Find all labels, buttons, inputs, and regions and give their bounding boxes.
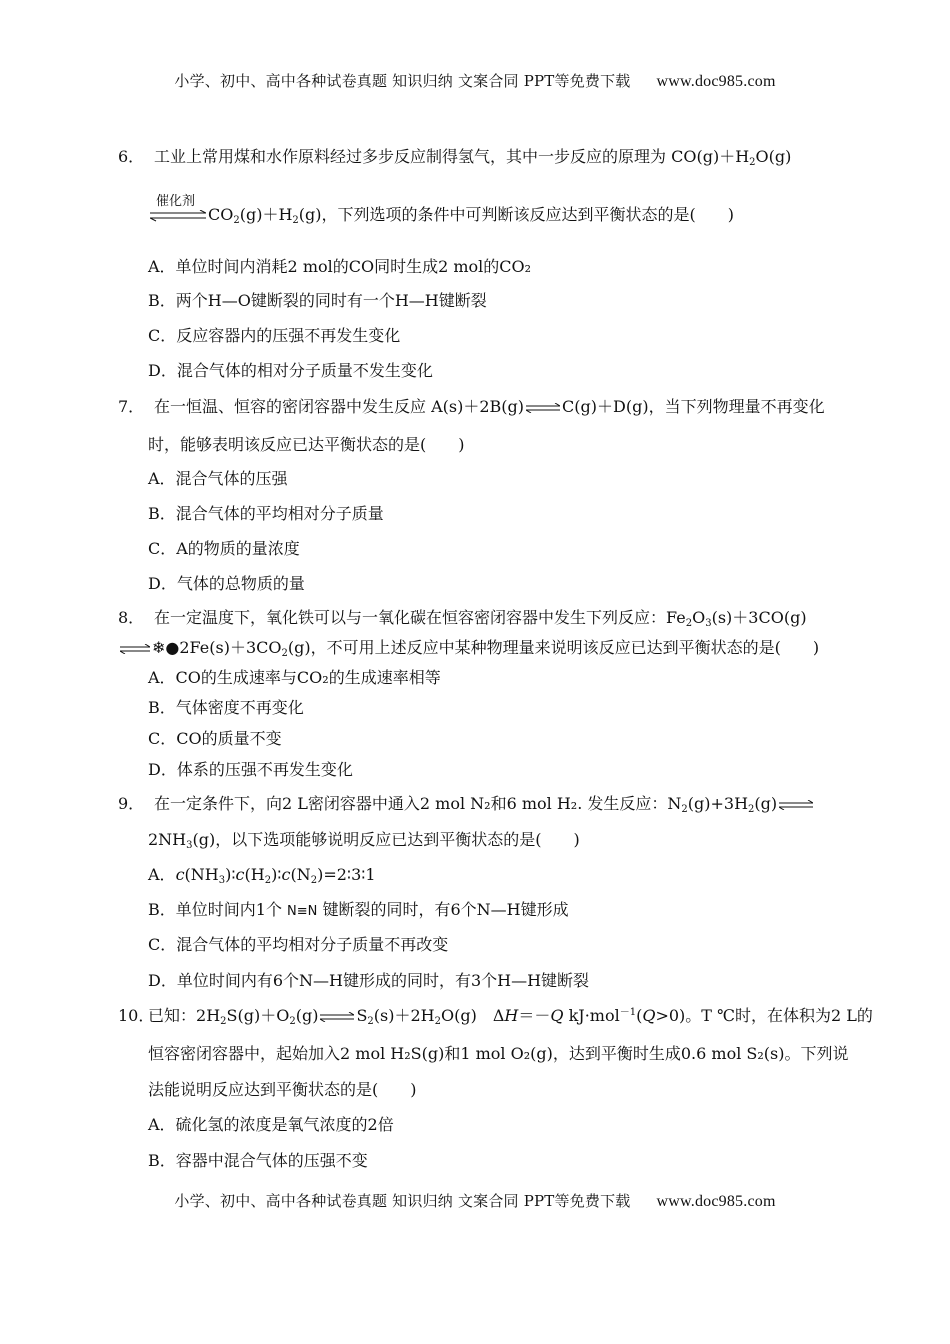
q8-stem2: ，不可用上述反应中某种物理量来说明该反应已达到平衡状态的是( ) (310, 638, 820, 657)
q9-number: 9． (118, 794, 145, 813)
q10-stem-line1: 10．已知：$2H_2S(g)+O_2(g)$ $S_2(s)+2H_2O(g)$ ΔH＝－Q kJ·mol$^{-1}$(Q>0)。T ℃时，在体积为2 L的 (118, 1006, 873, 1027)
q8-option-c[interactable]: C．CO的质量不变 (148, 729, 282, 748)
q6-catalyst-label: 催化剂 (156, 194, 196, 209)
q10-stem3: 法能说明反应达到平衡状态的是( ) (148, 1080, 417, 1099)
header-text: 小学、初中、高中各种试卷真题 知识归纳 文案合同 PPT等免费下载 (174, 72, 631, 90)
q9-option-c[interactable]: C．混合气体的平均相对分子质量不再改变 (148, 935, 449, 954)
q6-option-b[interactable]: B．两个H—O键断裂的同时有一个H—H键断裂 (148, 291, 487, 310)
q9-stem2: ，以下选项能够说明反应已达到平衡状态的是( ) (215, 830, 580, 849)
q7-stem-line1: 7． 在一恒温、恒容的密闭容器中发生反应 A(s)＋2B(g) C(g)＋D(g)，当下列物理量不再变化 (118, 397, 825, 416)
q6-stem-line2: $CO_2(g)+H_2(g)$，下列选项的条件中可判断该反应达到平衡状态的是( ) (148, 205, 734, 225)
q7-stem1: 在一恒温、恒容的密闭容器中发生反应 (154, 397, 427, 416)
q9-option-b-part1: B．单位时间内1个 (148, 900, 282, 919)
reversible-arrow-icon (779, 800, 813, 810)
footer-text: 小学、初中、高中各种试卷真题 知识归纳 文案合同 PPT等免费下载 (174, 1192, 631, 1210)
reversible-arrow-icon (120, 644, 150, 654)
q9-option-d[interactable]: D．单位时间内有6个N—H键形成的同时，有3个H—H键断裂 (148, 971, 590, 990)
q6-option-a[interactable]: A．单位时间内消耗2 mol的CO同时生成2 mol的CO₂ (148, 257, 532, 276)
q9-stem-line2: $2NH_3(g)$，以下选项能够说明反应已达到平衡状态的是( ) (148, 830, 580, 851)
q10-number: 10． (118, 1006, 155, 1025)
page-header (0, 70, 950, 91)
q10-stem2: 恒容密闭容器中，起始加入2 mol H₂S(g)和1 mol O₂(g)，达到平衡时生成0.6 mol S₂(s)。下列说 (148, 1044, 849, 1063)
q6-stem2: ，下列选项的条件中可判断该反应达到平衡状态的是( ) (321, 205, 735, 224)
q10-stem1b: 。T ℃时，在体积为2 L的 (685, 1006, 873, 1025)
q10-option-b[interactable]: B．容器中混合气体的压强不变 (148, 1151, 368, 1170)
q6-option-c[interactable]: C．反应容器内的压强不再发生变化 (148, 326, 401, 345)
q8-stem-line2: $❄●2Fe(s)+3CO_2(g)$，不可用上述反应中某种物理量来说明该反应已达到平衡状态的是( ) (118, 638, 819, 658)
q9-option-b[interactable] (148, 900, 569, 922)
q9-stem-line1: 9． 在一定条件下，向2 L密闭容器中通入2 mol N₂和6 mol H₂. 发生反应：$N_2(g)+3H_2(g)$ (118, 794, 815, 814)
reversible-arrow-icon (526, 403, 560, 413)
q8-stem1: 在一定温度下，氧化铁可以与一氧化碳在恒容密闭容器中发生下列反应： (154, 608, 667, 627)
header-url[interactable]: www.doc985.com (656, 73, 776, 90)
q8-option-a[interactable]: A．CO的生成速率与CO₂的生成速率相等 (148, 668, 441, 687)
q6-number: 6． (118, 147, 145, 166)
q6-stem-line1: 6． 工业上常用煤和水作原料经过多步反应制得氢气，其中一步反应的原理为 $CO(g)+H_2O(g)$ (118, 147, 792, 168)
reversible-arrow-icon (150, 210, 206, 222)
bullet-icon: ● (165, 638, 180, 657)
q7-option-b[interactable]: B．混合气体的平均相对分子质量 (148, 504, 384, 523)
q8-stem-line1: 8． 在一定温度下，氧化铁可以与一氧化碳在恒容密闭容器中发生下列反应：$Fe_2O_3(s)+3CO(g)$ (118, 608, 807, 629)
q9-option-a[interactable]: A．$c(NH_3)∶c(H_2)∶c(N_2)=2∶3∶1$ (148, 865, 376, 886)
asterisk-icon: ❄ (152, 638, 166, 657)
q7-stem2: 时，能够表明该反应已达平衡状态的是( ) (148, 435, 465, 454)
q8-option-b[interactable]: B．气体密度不再变化 (148, 698, 304, 717)
reversible-arrow-icon (320, 1012, 354, 1022)
q9-option-b-part2: 键断裂的同时，有6个N—H键形成 (322, 900, 569, 919)
q9-option-a-ratio: =2∶3∶1 (323, 865, 376, 884)
q7-stem1b: ，当下列物理量不再变化 (648, 397, 825, 416)
q7-option-c[interactable]: C．A的物质的量浓度 (148, 539, 300, 558)
q7-option-a[interactable]: A．混合气体的压强 (148, 469, 288, 488)
q10-stem1a: 已知： (148, 1006, 197, 1025)
q7-option-d[interactable]: D．气体的总物质的量 (148, 574, 305, 593)
q8-option-d[interactable]: D．体系的压强不再发生变化 (148, 760, 353, 779)
footer-url[interactable]: www.doc985.com (656, 1193, 776, 1210)
page-footer (0, 1190, 950, 1211)
q10-option-a[interactable]: A．硫化氢的浓度是氧气浓度的2倍 (148, 1115, 394, 1134)
q6-stem1: 工业上常用煤和水作原料经过多步反应制得氢气，其中一步反应的原理为 (154, 147, 667, 166)
q9-stem1: 在一定条件下，向2 L密闭容器中通入2 mol N₂和6 mol H₂. 发生反应： (154, 794, 668, 813)
triple-bond-icon: N≡N (287, 904, 318, 919)
q6-option-d[interactable]: D．混合气体的相对分子质量不发生变化 (148, 361, 433, 380)
q7-number: 7． (118, 397, 145, 416)
q8-number: 8． (118, 608, 145, 627)
